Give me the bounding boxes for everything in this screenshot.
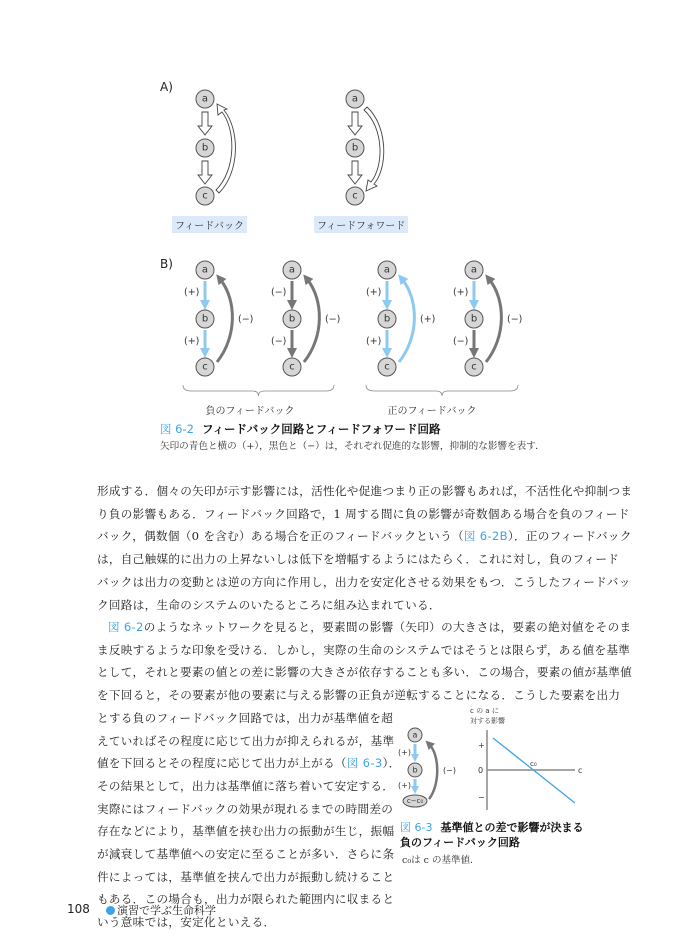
hollow-arrow-a-to-b (348, 112, 362, 135)
sign-bc: (−) (271, 336, 287, 347)
figure-6-2-panel-b (0, 245, 680, 420)
sign-ab: (+) (184, 287, 200, 298)
node-c-label: c (471, 361, 477, 373)
feedforward-diagram (346, 90, 384, 205)
hollow-arrow-b-to-c (348, 161, 362, 184)
feedback-tag: フィードバック (172, 216, 247, 233)
text-span: 値を下回るとその程度に応じて出力が上がる（ (97, 756, 347, 771)
node-c-label: c (352, 190, 358, 202)
arrow-c-to-a-positive (399, 279, 414, 362)
text-line: は，自己触媒的に出力の上昇ないしは低下を増幅するようにはたらく．これに対し，負のフィード (97, 552, 620, 567)
sign-ca: (−) (443, 766, 456, 775)
figure-6-3-title-1: 基準値との差で影響が決まる (440, 821, 584, 834)
graph-ylabel-line1: c の a に (470, 707, 499, 715)
text-line: とする負のフィードバック回路では，出力が基準値を超 (97, 710, 394, 725)
node-a-label: a (383, 264, 391, 276)
panel-b-label: B) (160, 257, 173, 271)
text-line: 存在などにより，基準値を挟む出力の振動が生じ，振幅 (97, 824, 395, 839)
hollow-arrow-c-to-a (216, 104, 235, 193)
text-line: もある．この場合も，出力が限られた範囲内に収まると (97, 892, 395, 907)
figure-6-3-title-2: 負のフィードバック回路 (400, 836, 520, 849)
figure-6-3-link[interactable]: 図 6-3 (346, 756, 383, 771)
node-b-label: b (412, 765, 418, 775)
figure-6-3-number: 図 6-3 (400, 821, 433, 834)
page-number: 108 (67, 902, 90, 916)
curly-brace (183, 385, 334, 396)
graph-crossing-label: c₀ (530, 760, 537, 768)
figure-6-2-title: フィードバック回路とフィードフォワード回路 (201, 422, 441, 436)
node-b-label: b (201, 142, 209, 154)
feedback-diagram (196, 90, 235, 205)
sign-bc: (+) (184, 336, 200, 347)
arrow-c-to-a-negative (217, 279, 232, 362)
figure-6-3-caption-text: c₀は c の基準値． (402, 855, 480, 866)
sign-ab: (+) (366, 287, 382, 298)
node-c-label: c (202, 190, 208, 202)
figure-6-3-diagram (390, 700, 590, 815)
text-line: 実際にはフィードバックの効果が現れるまでの時間差の (97, 801, 394, 816)
arrow-c-to-a-negative (486, 279, 501, 362)
node-a-label: a (412, 730, 418, 740)
node-a-label: a (288, 264, 296, 276)
figure-6-3 (390, 700, 590, 815)
sign-ab: (+) (398, 748, 411, 757)
node-a-label: a (351, 93, 359, 105)
feedback-diagrams-a (0, 0, 680, 245)
node-b-label: b (383, 313, 391, 325)
negative-feedback-group-label: 負のフィードバック (205, 406, 295, 417)
text-span: バック，偶数個（0 を含む）ある場合を正のフィードバックという（ (97, 529, 464, 544)
sign-ab: (−) (271, 287, 287, 298)
hollow-arrow-a-to-c (364, 107, 384, 191)
sign-ca: (−) (325, 314, 341, 325)
text-span: のようなネットワークを見ると，要素間の影響（矢印）の大きさは，要素の絶対値をそのま (143, 620, 632, 634)
graph-ytick-plus: + (478, 741, 485, 750)
text-line: 形成する．個々の矢印が示す影響には，活性化や促進つまり正の影響もあれば，不活性化や抑制つま (97, 484, 633, 498)
feedforward-tag: フィードフォワード (314, 216, 408, 233)
node-c-label: c (384, 361, 390, 373)
text-line: 件によっては，基準値を挟んで出力が振動し続けること (97, 869, 395, 884)
hollow-arrow-b-to-c (198, 161, 212, 184)
text-line: えていればその程度に応じて出力が抑えられるが，基準 (97, 733, 395, 748)
book-title: 演習で学ぶ生命科学 (117, 904, 216, 917)
sign-ca: (−) (238, 314, 254, 325)
panel-a-label: A) (160, 80, 173, 94)
figure-6-2b-link[interactable]: 図 6-2B (463, 529, 508, 544)
text-line: り負の影響もある．フィードバック回路で，1 周する間に負の影響が奇数個ある場合を負のフィード (97, 506, 630, 521)
text-line: その結果として，出力は基準値に落ち着いて安定する． (97, 778, 395, 793)
text-line: ク回路は，生命のシステムのいたるところに組み込まれている． (97, 597, 441, 612)
text-line: バックは出力の変動とは逆の方向に作用し，出力を安定化させる効果をもつ．こうしたフィードバッ (97, 574, 631, 589)
sign-bc: (+) (398, 781, 411, 790)
sign-ca: (−) (507, 314, 523, 325)
node-b-label: b (470, 313, 478, 325)
node-a-label: a (470, 264, 478, 276)
graph-ylabel-line2: 対する影響 (470, 717, 505, 725)
node-a-label: a (201, 93, 209, 105)
node-c-minus-c0-label: c−c₀ (406, 797, 424, 805)
sign-ab: (+) (453, 287, 469, 298)
positive-feedback-group-label: 正のフィードバック (387, 406, 477, 417)
text-line: いう意味では，安定化といえる． (97, 915, 276, 930)
text-line (97, 525, 632, 548)
body-paragraph-1 (97, 480, 632, 616)
hollow-arrow-a-to-b (198, 112, 212, 135)
node-b-label: b (201, 313, 209, 325)
feedback-loops-b (0, 245, 680, 420)
text-line: として，それと要素の値との差に影響の大きさが依存することも多い．この場合，要素の値が基準値 (97, 665, 632, 680)
graph-ytick-zero: 0 (478, 766, 484, 775)
node-c-label: c (289, 361, 295, 373)
figure-6-2-panel-a (0, 0, 680, 245)
curly-brace (366, 385, 518, 396)
node-a-label: a (201, 264, 209, 276)
arrow-c-to-a-negative (304, 279, 319, 362)
text-line (97, 616, 632, 639)
sign-ca: (+) (420, 314, 436, 325)
figure-6-2-caption-title (160, 421, 440, 437)
figure-6-3-caption-title (400, 820, 583, 850)
figure-6-3-caption-line1 (400, 820, 583, 835)
graph-xlabel: c (578, 766, 583, 775)
text-line: が減衰して基準値への安定に至ることが多い．さらに条 (97, 847, 395, 862)
text-span: ）． (382, 756, 401, 771)
running-footer (106, 902, 216, 918)
text-span: ）．正のフィードバック (507, 529, 632, 544)
figure-6-2-number: 図 6-2 (160, 422, 194, 436)
node-b-label: b (288, 313, 296, 325)
text-line: を下回ると，その要素が他の要素に与える影響の正負が逆転することになる．こうした要素を出力 (97, 688, 621, 703)
bullet-dot-icon (106, 906, 115, 915)
node-c-label: c (202, 361, 208, 373)
sign-bc: (−) (453, 336, 469, 347)
arrow-c-to-a-negative (429, 744, 437, 799)
node-b-label: b (351, 142, 359, 154)
sign-bc: (+) (366, 336, 382, 347)
graph-ytick-minus: − (478, 793, 485, 802)
figure-6-2-caption-text: 矢印の青色と横の（+），黒色と（−）は，それぞれ促進的な影響，抑制的な影響を表す． (160, 441, 545, 452)
figure-6-2-link[interactable]: 図 6-2 (108, 620, 144, 634)
text-line: ま反映するような印象を受ける．しかし，実際の生命のシステムではそうとは限らず，ある値を基準 (97, 642, 631, 657)
